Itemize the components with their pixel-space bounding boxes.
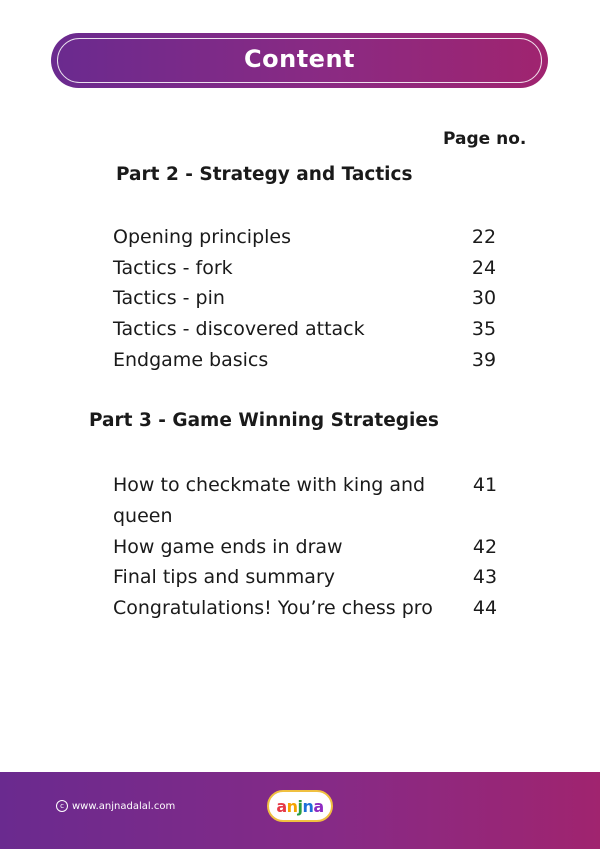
entry-page: 24 <box>471 257 497 279</box>
entry-title: Tactics - pin <box>113 287 225 309</box>
copyright-notice <box>56 800 175 812</box>
part-3-heading: Part 3 - Game Winning Strategies <box>89 410 439 431</box>
part-2-heading: Part 2 - Strategy and Tactics <box>116 164 413 185</box>
entry-page: 39 <box>471 349 497 371</box>
entry-title: Congratulations! You’re chess pro <box>113 597 433 619</box>
entry-page: 30 <box>471 287 497 309</box>
entry-title: Opening principles <box>113 226 292 248</box>
entry-title: Tactics - fork <box>113 257 233 279</box>
entry-page: 43 <box>472 566 498 588</box>
footer-band <box>0 772 600 849</box>
page-number-heading: Page no. <box>443 129 527 149</box>
entry-page: 41 <box>472 474 498 496</box>
entry-page: 22 <box>471 226 497 248</box>
entry-title: Final tips and summary <box>113 566 335 588</box>
entry-title: Tactics - discovered attack <box>113 318 365 340</box>
entry-page: 35 <box>471 318 497 340</box>
entry-title-continued: queen <box>113 505 173 527</box>
header-banner <box>51 33 548 88</box>
entry-title: How to checkmate with king and <box>113 474 426 496</box>
logo-text: anjna <box>276 796 324 816</box>
entry-page: 44 <box>472 597 498 619</box>
website-link[interactable]: www.anjnadalal.com <box>72 800 176 812</box>
entry-title: How game ends in draw <box>113 536 343 558</box>
entry-page: 42 <box>472 536 498 558</box>
entry-title: Endgame basics <box>113 349 269 371</box>
copyright-icon: c <box>56 800 68 812</box>
page-title: Content <box>244 45 355 73</box>
anjna-logo <box>267 790 333 822</box>
